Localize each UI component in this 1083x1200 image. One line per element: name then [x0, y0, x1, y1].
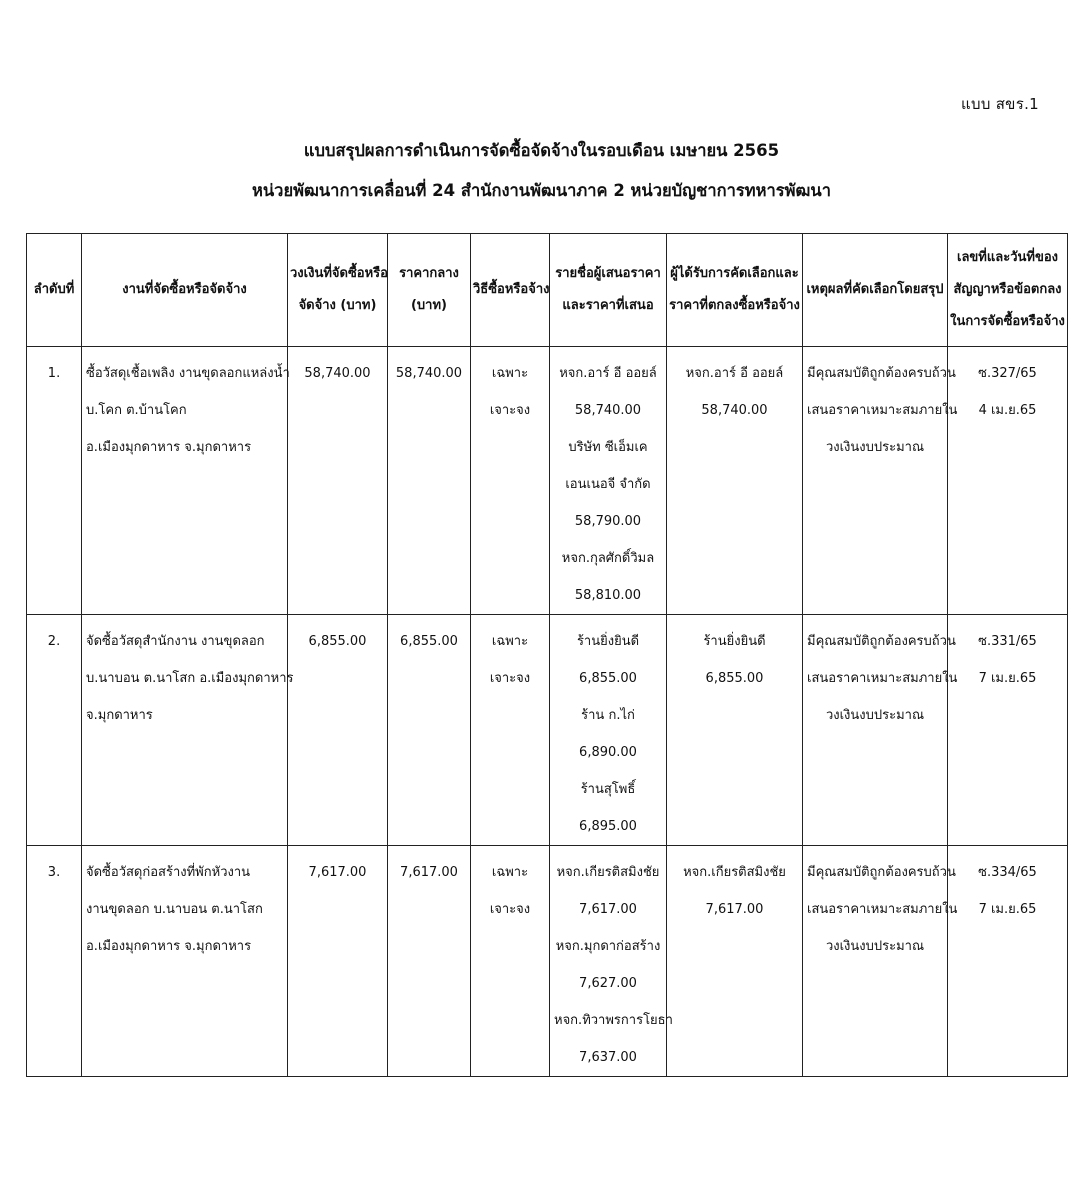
header-work: งานที่จัดซื้อหรือจัดจ้าง — [82, 234, 288, 347]
header-bidders: รายชื่อผู้เสนอราคา และราคาที่เสนอ — [550, 234, 667, 347]
header-reason: เหตุผลที่คัดเลือกโดยสรุป — [803, 234, 948, 347]
procurement-summary-table — [26, 233, 1068, 1077]
header-budget: วงเงินที่จัดซื้อหรือ จัดจ้าง (บาท) — [288, 234, 388, 347]
row-method: เฉพาะเจาะจง — [471, 347, 550, 615]
header-contract: เลขที่และวันที่ของ สัญญาหรือข้อตกลง ในการจัดซื้อหรือจ้าง — [948, 234, 1068, 347]
form-code: แบบ สขร.1 — [961, 95, 1039, 113]
row-work: จัดซื้อวัสดุก่อสร้างที่พักหัวงาน งานขุดลอก บ.นาบอน ต.นาโสก อ.เมืองมุกดาหาร จ.มุกดาหาร — [82, 846, 288, 1077]
document-title: แบบสรุปผลการดำเนินการจัดซื้อจัดจ้างในรอบเดือน เมษายน 2565 — [303, 141, 780, 160]
row-selected: ร้านยิ่งยินดี 6,855.00 — [667, 615, 803, 846]
table-row — [27, 846, 1068, 1077]
row-budget: 58,740.00 — [288, 347, 388, 615]
row-no: 2. — [27, 615, 82, 846]
table-row — [27, 615, 1068, 846]
row-bidders: หจก.อาร์ อี ออยล์ 58,740.00 บริษัท ซีเอ็มเค เอนเนอจี จำกัด 58,790.00 หจก.กุลศักดิ์วิมล 58,810.00 — [550, 347, 667, 615]
row-work: ซื้อวัสดุเชื้อเพลิง งานขุดลอกแหล่งน้ำ บ.โคก ต.บ้านโคก อ.เมืองมุกดาหาร จ.มุกดาหาร — [82, 347, 288, 615]
row-median-price: 7,617.00 — [388, 846, 471, 1077]
document-subtitle: หน่วยพัฒนาการเคลื่อนที่ 24 สำนักงานพัฒนาภาค 2 หน่วยบัญชาการทหารพัฒนา — [252, 181, 831, 200]
row-budget: 6,855.00 — [288, 615, 388, 846]
row-contract: ซ.331/65 7 เม.ย.65 — [948, 615, 1068, 846]
row-no: 1. — [27, 347, 82, 615]
row-selected: หจก.อาร์ อี ออยล์ 58,740.00 — [667, 347, 803, 615]
row-method: เฉพาะเจาะจง — [471, 846, 550, 1077]
header-no: ลำดับที่ — [27, 234, 82, 347]
row-selected: หจก.เกียรติสมิงชัย 7,617.00 — [667, 846, 803, 1077]
header-selected: ผู้ได้รับการคัดเลือกและ ราคาที่ตกลงซื้อหรือจ้าง — [667, 234, 803, 347]
row-work: จัดซื้อวัสดุสำนักงาน งานขุดลอก บ.นาบอน ต.นาโสก อ.เมืองมุกดาหาร จ.มุกดาหาร — [82, 615, 288, 846]
header-median-price: ราคากลาง (บาท) — [388, 234, 471, 347]
table-header-row — [27, 234, 1068, 347]
row-method: เฉพาะเจาะจง — [471, 615, 550, 846]
header-method: วิธีซื้อหรือจ้าง — [471, 234, 550, 347]
row-reason: มีคุณสมบัติถูกต้องครบถ้วน เสนอราคาเหมาะสมภายใน วงเงินงบประมาณ — [803, 347, 948, 615]
row-median-price: 58,740.00 — [388, 347, 471, 615]
table-row — [27, 347, 1068, 615]
row-bidders: ร้านยิ่งยินดี 6,855.00 ร้าน ก.ไก่ 6,890.00 ร้านสุโพธิ์ 6,895.00 — [550, 615, 667, 846]
row-contract: ซ.327/65 4 เม.ย.65 — [948, 347, 1068, 615]
row-median-price: 6,855.00 — [388, 615, 471, 846]
row-no: 3. — [27, 846, 82, 1077]
row-contract: ซ.334/65 7 เม.ย.65 — [948, 846, 1068, 1077]
row-reason: มีคุณสมบัติถูกต้องครบถ้วน เสนอราคาเหมาะสมภายใน วงเงินงบประมาณ — [803, 615, 948, 846]
row-budget: 7,617.00 — [288, 846, 388, 1077]
row-reason: มีคุณสมบัติถูกต้องครบถ้วน เสนอราคาเหมาะสมภายใน วงเงินงบประมาณ — [803, 846, 948, 1077]
row-bidders: หจก.เกียรติสมิงชัย 7,617.00 หจก.มุกดาก่อสร้าง 7,627.00 หจก.ทิวาพรการโยธา 7,637.00 — [550, 846, 667, 1077]
